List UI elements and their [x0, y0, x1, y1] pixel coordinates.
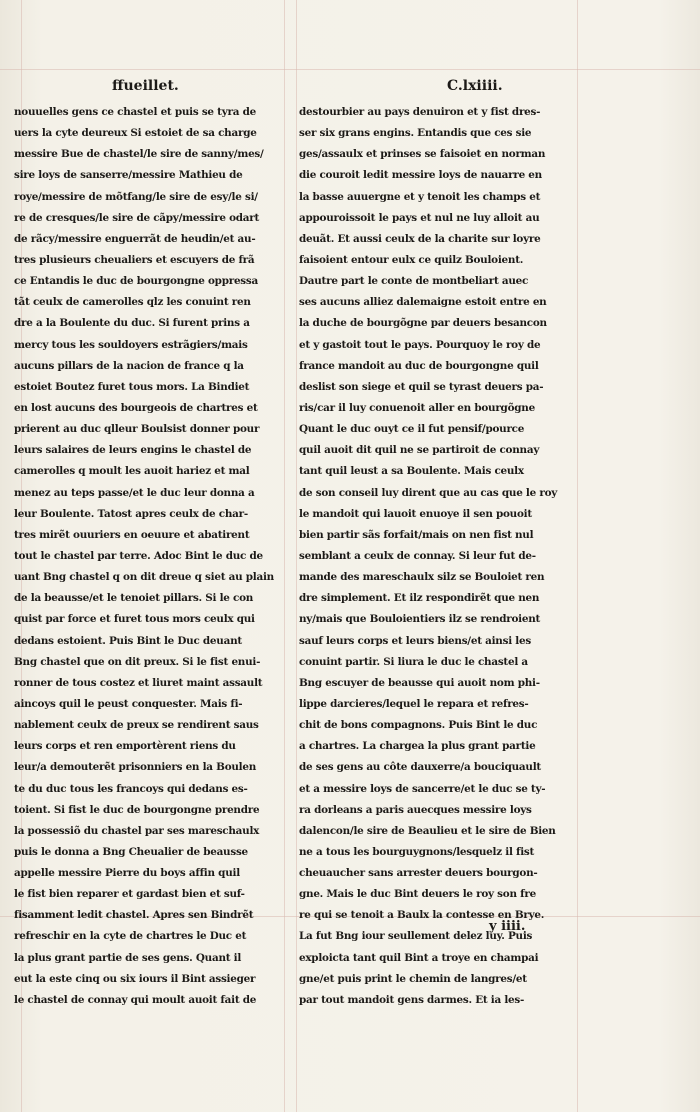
text-line: deuãt. Et aussi ceulx de la charite sur loyre — [299, 232, 541, 245]
text-line: de la beausse/et le tenoiet pillars. Si le con — [14, 592, 254, 605]
text-column-left — [14, 102, 286, 1011]
text-line: leurs salaires de leurs engins le chastel de — [14, 444, 252, 457]
text-line: ra dorleans a paris auecques messire loys — [299, 803, 532, 816]
text-line: ser six grans engins. Entandis que ces sie — [299, 127, 532, 140]
text-line: tres mirẽt ouuriers en oeuure et abatirent — [14, 528, 250, 541]
text-line: messire Bue de chastel/le sire de sanny/mes/ — [14, 148, 264, 161]
text-line: et y gastoit tout le pays. Pourquoy le roy de — [299, 338, 541, 351]
text-line: quil auoit dit quil ne se partiroit de connay — [299, 444, 540, 457]
text-line: deslist son siege et quil se tyrast deuers pa- — [299, 380, 544, 393]
text-line: bien partir sãs forfait/mais on nen fist nul — [299, 528, 534, 541]
text-line: die couroit ledit messire loys de nauarre en — [299, 169, 542, 182]
text-line: conuint partir. Si liura le duc le chastel a — [299, 655, 528, 668]
text-line: de rãcy/messire enguerrãt de heudin/et au- — [14, 232, 256, 245]
text-line: eut la este cinq ou six iours il Bint assieger — [14, 972, 256, 985]
text-line: appelle messire Pierre du boys affin quil — [14, 867, 240, 880]
text-line: tres plusieurs cheualiers et escuyers de frã — [14, 253, 255, 266]
text-line: faisoient entour eulx ce quilz Bouloient. — [299, 253, 524, 266]
text-line: ronner de tous costez et liuret maint assault — [14, 676, 263, 689]
text-line: la plus grant partie de ses gens. Quant il — [14, 951, 242, 964]
text-line: leurs corps et ren emportèrent riens du — [14, 740, 236, 753]
text-line: par tout mandoit gens darmes. Et ia les- — [299, 993, 525, 1006]
text-line: ges/assaulx et prinses se faisoiet en norman — [299, 148, 546, 161]
text-line: aucuns pillars de la nacion de france q la — [14, 359, 244, 372]
text-line: uers la cyte deureux Si estoiet de sa charge — [14, 127, 257, 140]
text-line: leur/a demouterẽt prisonniers en la Boulen — [14, 761, 257, 774]
text-line: tãt ceulx de camerolles qlz les conuint ren — [14, 296, 251, 309]
text-line: ny/mais que Bouloientiers ilz se rendroient — [299, 613, 541, 626]
signature-mark: y iiii. — [489, 919, 526, 934]
text-line: en lost aucuns des bourgeois de chartres et — [14, 401, 258, 414]
text-line: ne a tous les bourguygnons/lesquelz il fist — [299, 845, 535, 858]
text-line: le chastel de connay qui moult auoit fait de — [14, 993, 257, 1006]
text-line: appouroissoit le pays et nul ne luy alloit au — [299, 211, 540, 224]
text-line: aincoys quil le peust conquester. Mais fi- — [14, 697, 243, 710]
text-line: Bng chastel que on dit preux. Si le fist enui- — [14, 655, 261, 668]
text-line: chit de bons compagnons. Puis Bint le duc — [299, 719, 538, 732]
text-line: leur Boulente. Tatost apres ceulx de char- — [14, 507, 248, 520]
text-line: sire loys de sanserre/messire Mathieu de — [14, 169, 243, 182]
text-line: Quant le duc ouyt ce il fut pensif/pource — [299, 423, 525, 436]
text-line: de son conseil luy dirent que au cas que le roy — [299, 486, 558, 499]
text-line: semblant a ceulx de connay. Si leur fut de- — [299, 549, 536, 562]
text-line: cheuaucher sans arrester deuers bourgon- — [299, 867, 538, 880]
ruled-margin-line — [577, 0, 578, 1112]
text-line: de ses gens au côte dauxerre/a bouciquault — [299, 761, 541, 774]
text-line: puis le donna a Bng Cheualier de beausse — [14, 845, 248, 858]
text-line: ris/car il luy conuenoit aller en bourgõgne — [299, 401, 535, 414]
text-line: camerolles q moult les auoit hariez et mal — [14, 465, 250, 478]
text-line: menez au teps passe/et le duc leur donna a — [14, 486, 255, 499]
text-line: mercy tous les souldoyers estrãgiers/mais — [14, 338, 248, 351]
text-line: refreschir en la cyte de chartres le Duc et — [14, 930, 247, 943]
text-line: La fut Bng iour seullement delez luy. Puis — [299, 930, 533, 943]
text-line: france mandoit au duc de bourgongne quil — [299, 359, 539, 372]
text-line: re de cresques/le sire de cãpy/messire odart — [14, 211, 260, 224]
text-line: tout le chastel par terre. Adoc Bint le duc de — [14, 549, 263, 562]
text-line: nouuelles gens ce chastel et puis se tyra de — [14, 106, 256, 118]
text-line: Bng escuyer de beausse qui auoit nom phi- — [299, 676, 540, 689]
folio-number: C.lxiiii. — [447, 78, 503, 94]
text-line: mande des mareschaulx silz se Bouloiet ren — [299, 571, 545, 584]
text-line: la duche de bourgõgne par deuers besancon — [299, 317, 547, 330]
text-line: toient. Si fist le duc de bourgongne prendre — [14, 803, 260, 816]
text-line: le fist bien reparer et gardast bien et suf- — [14, 888, 245, 901]
text-line: dalencon/le sire de Beaulieu et le sire de Bien — [299, 824, 556, 837]
text-line: gne. Mais le duc Bint deuers le roy son fre — [299, 888, 536, 901]
text-line: le mandoit qui lauoit enuoye il sen pouoit — [299, 507, 532, 520]
ruled-margin-line — [296, 0, 297, 1112]
text-line: nablement ceulx de preux se rendirent saus — [14, 719, 259, 732]
text-line: te du duc tous les francoys qui dedans es- — [14, 782, 248, 795]
text-line: dedans estoient. Puis Bint le Duc deuant — [14, 634, 242, 647]
text-line: dre simplement. Et ilz respondirẽt que nen — [299, 592, 540, 605]
text-line: la basse auuergne et y tenoit les champs et — [299, 190, 541, 203]
text-line: estoiet Boutez furet tous mors. La Bindiet — [14, 380, 250, 393]
text-line: sauf leurs corps et leurs biens/et ainsi les — [299, 634, 531, 647]
text-line: prierent au duc qlleur Boulsist donner pour — [14, 423, 260, 436]
text-line: ses aucuns alliez dalemaigne estoit entre en — [299, 296, 547, 309]
text-line: destourbier au pays denuiron et y fist dres- — [299, 106, 541, 118]
ruled-margin-line — [0, 69, 700, 70]
text-line: gne/et puis print le chemin de langres/et — [299, 972, 527, 985]
text-line: ce Entandis le duc de bourgongne oppressa — [14, 275, 258, 288]
text-line: roye/messire de mõtfang/le sire de esy/le si/ — [14, 190, 258, 203]
text-line: Dautre part le conte de montbeliart auec — [299, 275, 529, 288]
running-head-left: ffueillet. — [112, 78, 179, 94]
text-column-right — [299, 102, 571, 1011]
text-line: a chartres. La chargea la plus grant partie — [299, 740, 536, 753]
text-line: la possessiõ du chastel par ses mareschaulx — [14, 824, 260, 837]
text-line: quist par force et furet tous mors ceulx qui — [14, 613, 255, 626]
text-line: exploicta tant quil Bint a troye en champai — [299, 951, 539, 964]
text-line: et a messire loys de sancerre/et le duc se ty- — [299, 782, 546, 795]
text-line: lippe darcieres/lequel le repara et refres- — [299, 697, 529, 710]
text-line: re qui se tenoit a Baulx la contesse en Brye. — [299, 909, 545, 922]
text-line: dre a la Boulente du duc. Si furent prins a — [14, 317, 250, 330]
text-line: uant Bng chastel q on dit dreue q siet au plain — [14, 571, 274, 584]
text-line: tant quil leust a sa Boulente. Mais ceulx — [299, 465, 524, 478]
text-line: fisamment ledit chastel. Apres sen Bindrẽt — [14, 909, 254, 922]
